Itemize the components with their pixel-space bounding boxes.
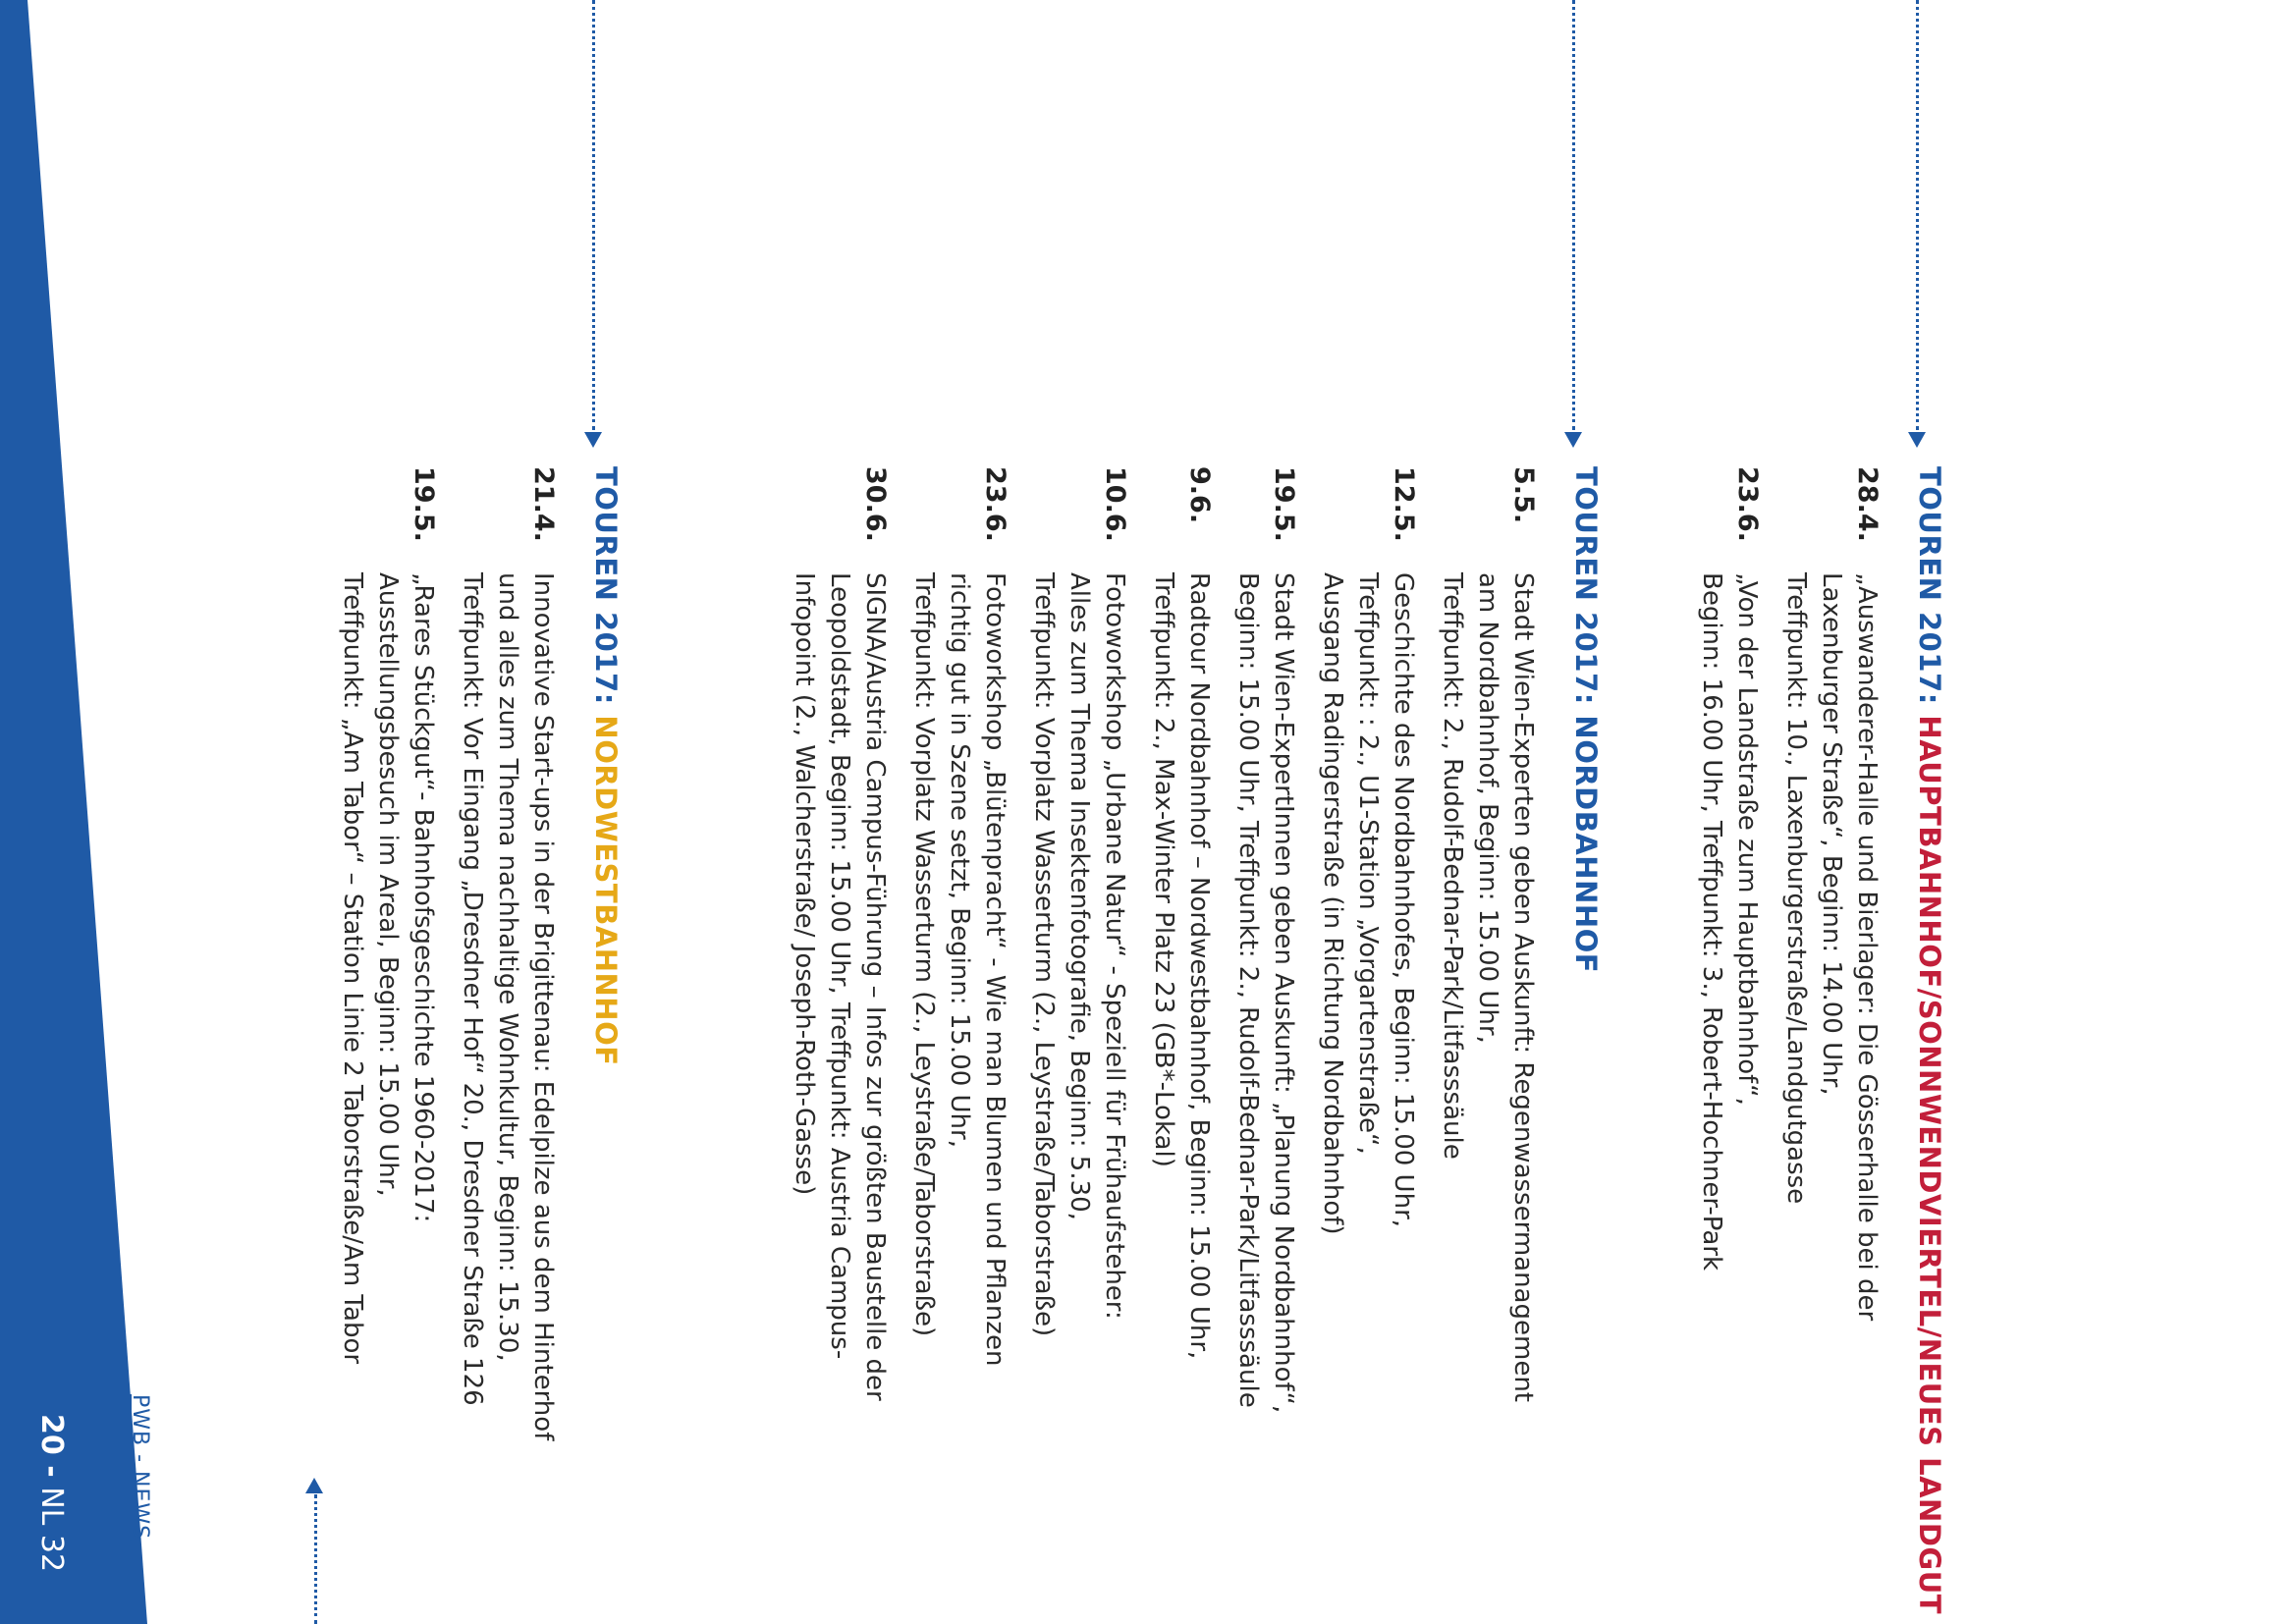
section-heading <box>1910 466 1949 1615</box>
section-heading <box>586 466 626 1566</box>
entry-date: 9.6. <box>1184 466 1215 524</box>
entry-line: Geschichte des Nordbahnhofes, Beginn: 15.00 Uhr, <box>1389 572 1418 1228</box>
list-item <box>1694 466 1765 1566</box>
list-item <box>1026 466 1132 1566</box>
entry-line: SIGNA/Austria Campus-Führung – Infos zur größten Baustelle der <box>860 572 890 1401</box>
entry-line: Beginn: 16.00 Uhr, Treffpunkt: 3., Robert-Hochner-Park <box>1697 572 1726 1272</box>
heading-prefix: TOUREN 2017: <box>1569 466 1603 705</box>
entry-line: und alles zum Thema nachhaltige Wohnkultur, Beginn: 15.30, <box>493 572 522 1362</box>
entry-date: 21.4. <box>528 466 559 542</box>
entry-line: Treffpunkt: : 2., U1-Station „Vorgartenstraße“, <box>1353 572 1383 1155</box>
list-item <box>1146 466 1217 1566</box>
heading-highlight: NORDWESTBAHNHOF <box>589 715 623 1066</box>
entry-line: Treffpunkt: 2., Max-Winter Platz 23 (GB*-Lokal) <box>1149 572 1178 1167</box>
page-number <box>31 1414 71 1573</box>
entry-line: Ausgang Radingerstraße (in Richtung Nordbahnhof) <box>1318 572 1347 1235</box>
entry-line: Infopoint (2., Walcherstraße/ Joseph-Roth-Gasse) <box>790 572 819 1196</box>
entry-line: Treffpunkt: Vor Eingang „Dresdner Hof“ 20., Dresdner Straße 126 <box>458 572 487 1406</box>
issue-label: NL 32 <box>34 1487 69 1573</box>
arrow-down-icon <box>584 432 602 448</box>
entry-date: 19.5. <box>1269 466 1299 542</box>
entry-line: „Rares Stückgut“- Bahnhofsgeschichte 1960-2017: <box>409 572 438 1223</box>
entry-line: am Nordbahnhof, Beginn: 15.00 Uhr, <box>1473 572 1502 1044</box>
list-item <box>787 466 893 1566</box>
entry-date: 19.5. <box>409 466 439 542</box>
heading-prefix: TOUREN 2017: <box>589 466 623 705</box>
brand-text: PWB - NEWS <box>128 1394 152 1541</box>
heading-prefix: TOUREN 2017: <box>1913 466 1946 705</box>
list-item <box>1230 466 1301 1566</box>
list-item <box>906 466 1012 1566</box>
section-nordbahnhof <box>773 466 1606 1566</box>
entry-line: „Auswanderer-Halle und Bierlager: Die Gösserhalle bei der <box>1852 572 1882 1322</box>
heading-highlight: HAUPTBAHNHOF/SONNWENDVIERTEL/NEUES LANDGUT <box>1913 715 1946 1615</box>
list-item <box>1778 466 1884 1566</box>
entry-line: Fotoworkshop „Blütenpracht“ - Wie man Blumen und Pflanzen <box>980 572 1010 1367</box>
entry-date: 5.5. <box>1508 466 1539 524</box>
arrow-down-icon <box>1564 432 1582 448</box>
entry-date: 23.6. <box>1732 466 1763 542</box>
heading-highlight: NORDBAHNHOF <box>1569 715 1603 974</box>
entry-line: Treffpunkt: 2., Rudolf-Bednar-Park/Litfasssäule <box>1438 572 1467 1160</box>
dotted-connector-2 <box>1572 0 1575 430</box>
entry-line: Treffpunkt: 10., Laxenburgerstraße/Landgutgasse <box>1781 572 1811 1205</box>
entry-line: Ausstellungsbesuch im Areal, Beginn: 15.00 Uhr, <box>373 572 403 1197</box>
entry-line: richtig gut in Szene setzt, Beginn: 15.00 Uhr, <box>945 572 974 1148</box>
section-hauptbahnhof <box>1680 466 1949 1615</box>
dotted-connector-1 <box>1916 0 1919 430</box>
dotted-connector-3 <box>592 0 595 430</box>
entry-line: Leopoldstadt, Beginn: 15.00 Uhr, Treffpunkt: Austria Campus- <box>825 572 854 1360</box>
dotted-connector-4 <box>314 1494 317 1624</box>
list-item <box>1435 466 1541 1566</box>
arrow-down-icon <box>1908 432 1926 448</box>
entry-line: Beginn: 15.00 Uhr, Treffpunkt: 2., Rudolf-Bednar-Park/Litfasssäule <box>1233 572 1263 1408</box>
list-item <box>455 466 561 1566</box>
entry-line: Stadt Wien-Experten geben Auskunft: Regenwassermanagement <box>1508 572 1538 1402</box>
entry-line: Innovative Start-ups in der Brigittenau: Edelpilze aus dem Hinterhof <box>528 572 558 1441</box>
brand-label <box>122 1394 157 1561</box>
entry-date: 28.4. <box>1852 466 1883 542</box>
entry-line: Alles zum Thema Insektenfotografie, Beginn: 5.30, <box>1065 572 1094 1220</box>
section-nordwestbahnhof <box>321 466 626 1566</box>
entry-date: 10.6. <box>1100 466 1130 542</box>
entry-line: Treffpunkt: Vorplatz Wasserturm (2., Leystraße/Taborstraße) <box>1029 572 1059 1337</box>
list-item <box>335 466 441 1566</box>
page-number-value: 20 - <box>34 1414 69 1478</box>
entry-date: 23.6. <box>980 466 1010 542</box>
blue-side-band <box>0 0 157 1624</box>
entry-line: „Von der Landstraße zum Hauptbahnhof“, <box>1732 572 1762 1106</box>
entry-line: Fotoworkshop „Urbane Natur“ - Speziell für Frühaufsteher: <box>1100 572 1129 1320</box>
entry-line: Radtour Nordbahnhof – Nordwestbahnhof, Beginn: 15.00 Uhr, <box>1184 572 1214 1360</box>
entry-date: 12.5. <box>1389 466 1419 542</box>
section-heading <box>1566 466 1606 1566</box>
entry-date: 30.6. <box>860 466 891 542</box>
entry-line: Treffpunkt: „Am Tabor“ – Station Linie 2 Taborstraße/Am Tabor <box>338 572 367 1365</box>
list-item <box>1315 466 1421 1566</box>
entry-line: Stadt Wien-ExpertInnen geben Auskunft: „Planung Nordbahnhof“, <box>1269 572 1298 1414</box>
entry-line: Laxenburger Straße“, Beginn: 14.00 Uhr, <box>1817 572 1846 1096</box>
entry-line: Treffpunkt: Vorplatz Wasserturm (2., Leystraße/Taborstraße) <box>909 572 939 1337</box>
